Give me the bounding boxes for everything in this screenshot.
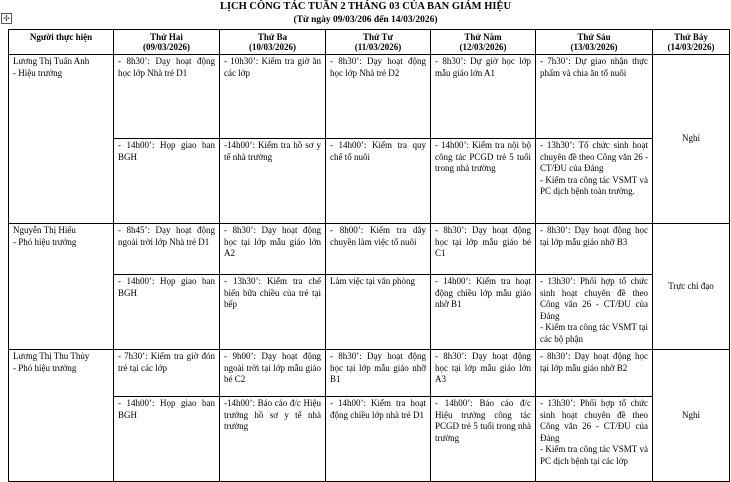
schedule-cell[interactable]: - 8h30’: Dạy hoạt động học lớp Nhà trẻ D1 [114, 55, 220, 139]
schedule-table [8, 29, 730, 482]
schedule-cell[interactable]: - 14h00’: Kiểm tra quy chế tổ nuôi [326, 139, 431, 224]
header-person: Người thực hiện [9, 30, 114, 55]
header-friday: Thứ Sáu (13/03/2026) [536, 30, 653, 55]
header-wednesday: Thứ Tư (11/03/2026) [326, 30, 431, 55]
header-row [9, 30, 730, 55]
schedule-cell[interactable]: -14h00’: Kiểm tra hồ sơ y tế nhà trường [220, 139, 326, 224]
schedule-cell[interactable]: - 8h30’: Dạy hoạt động học tại lớp mẫu giáo nhỡ B1 [326, 350, 431, 397]
schedule-cell[interactable]: - 14h00’: Kiểm tra hoạt động chiều lớp nhà trẻ D1 [326, 397, 431, 482]
header-tuesday: Thứ Ba (10/03/2026) [220, 30, 326, 55]
schedule-cell[interactable]: - 8h30’: Dự giờ học lớp mẫu giáo lớn A1 [431, 55, 536, 139]
schedule-cell[interactable]: - 7h30’: Dự giao nhận thực phẩm và chia ăn tổ nuôi [536, 55, 653, 139]
schedule-cell[interactable]: - 14h00’: Kiểm tra hoạt động chiều lớp mẫu giáo nhỡ B1 [431, 275, 536, 350]
schedule-cell[interactable]: - 8h30’: Dạy hoạt động học lớp Nhà trẻ D2 [326, 55, 431, 139]
table-row [9, 350, 730, 397]
schedule-cell[interactable]: - 10h30’: Kiểm tra giờ ăn các lớp [220, 55, 326, 139]
schedule-cell[interactable]: - 14h00’: Họp giao ban BGH [114, 275, 220, 350]
header-thursday: Thứ Năm (12/03/2026) [431, 30, 536, 55]
schedule-cell[interactable]: - 13h30’: Phối hợp tổ chức sinh hoạt chuyên đề theo Công văn 26 - CT/ĐU của Đảng - Kiểm tra công tác VSMT tại các bộ phận [536, 275, 653, 350]
schedule-cell[interactable]: - 7h30’: Kiểm tra giờ đón trẻ tại các lớp [114, 350, 220, 397]
schedule-cell[interactable]: - 14h00’: Họp giao ban BGH [114, 139, 220, 224]
schedule-cell[interactable]: - 8h00’: Kiểm tra dây chuyền làm việc tổ nuôi [326, 224, 431, 275]
schedule-cell[interactable]: - 14h00’: Họp giao ban BGH [114, 397, 220, 482]
schedule-cell[interactable]: - 8h30’: Dạy hoạt động học tại lớp mẫu giáo nhỡ B2 [536, 350, 653, 397]
schedule-cell[interactable]: - 9h00’: Dạy hoạt động ngoài trời tại lớp mẫu giáo bé C2 [220, 350, 326, 397]
table-row [9, 55, 730, 139]
table-move-handle-icon[interactable]: ✢ [1, 13, 12, 24]
saturday-cell[interactable]: Trực chỉ đạo [653, 224, 730, 350]
header-saturday: Thứ Bảy (14/03/2026) [653, 30, 730, 55]
person-cell: Nguyễn Thị Hiếu - Phó hiệu trưởng [9, 224, 114, 350]
schedule-cell[interactable]: - 8h30’: Dạy hoạt động học tại lớp mẫu giáo nhỡ B3 [536, 224, 653, 275]
person-cell: Lương Thị Tuấn Anh - Hiệu trưởng [9, 55, 114, 224]
schedule-cell[interactable]: - 14h00’: Báo cáo đ/c Hiệu trưởng công tác PCGD trẻ 5 tuổi trong nhà trường [431, 397, 536, 482]
schedule-cell[interactable]: - 13h30’: Tổ chức sinh hoạt chuyên đề theo Công văn 26 - CT/ĐU của Đảng - Kiểm tra công tác VSMT và PC dịch bệnh toàn trường. [536, 139, 653, 224]
schedule-cell[interactable]: - 14h00’: Kiểm tra nội bộ công tác PCGD trẻ 5 tuổi trong nhà trường [431, 139, 536, 224]
schedule-cell[interactable]: - 8h30’: Dạy hoạt động học tại lớp mẫu giáo lớn A3 [431, 350, 536, 397]
schedule-cell[interactable]: - 13h30’: Kiểm tra chế biến bữa chiều của trẻ tại bếp [220, 275, 326, 350]
saturday-cell[interactable]: Nghỉ [653, 350, 730, 482]
table-row [9, 139, 730, 224]
table-row [9, 224, 730, 275]
person-cell: Lương Thị Thu Thủy - Phó hiệu trưởng [9, 350, 114, 482]
header-monday: Thứ Hai (09/03/2026) [114, 30, 220, 55]
schedule-cell[interactable]: - 8h45’: Dạy hoạt động ngoài trời lớp Nhà trẻ D1 [114, 224, 220, 275]
schedule-cell[interactable]: Làm việc tại văn phòng [326, 275, 431, 350]
table-row [9, 397, 730, 482]
schedule-cell[interactable]: - 13h30’: Phối hợp tổ chức sinh hoạt chuyên đề theo Công văn 26 - CT/ĐU của Đảng - Kiểm tra công tác VSMT và PC dịch bệnh tại các lớp [536, 397, 653, 482]
saturday-cell[interactable]: Nghỉ [653, 55, 730, 224]
table-row [9, 275, 730, 350]
schedule-cell[interactable]: - 8h30’: Dạy hoạt động học tại lớp mẫu giáo bé C1 [431, 224, 536, 275]
schedule-cell[interactable]: -14h00’: Báo cáo đ/c Hiệu trưởng hồ sơ y tế nhà trường [220, 397, 326, 482]
document-subtitle: (Từ ngày 09/03/206 đến 14/03/2026) [293, 15, 438, 25]
schedule-cell[interactable]: - 8h30’: Dạy hoạt động học tại lớp mẫu giáo lớn A2 [220, 224, 326, 275]
document-title: LỊCH CÔNG TÁC TUẦN 2 THÁNG 03 CỦA BAN GIÁM HIỆU [219, 1, 512, 12]
